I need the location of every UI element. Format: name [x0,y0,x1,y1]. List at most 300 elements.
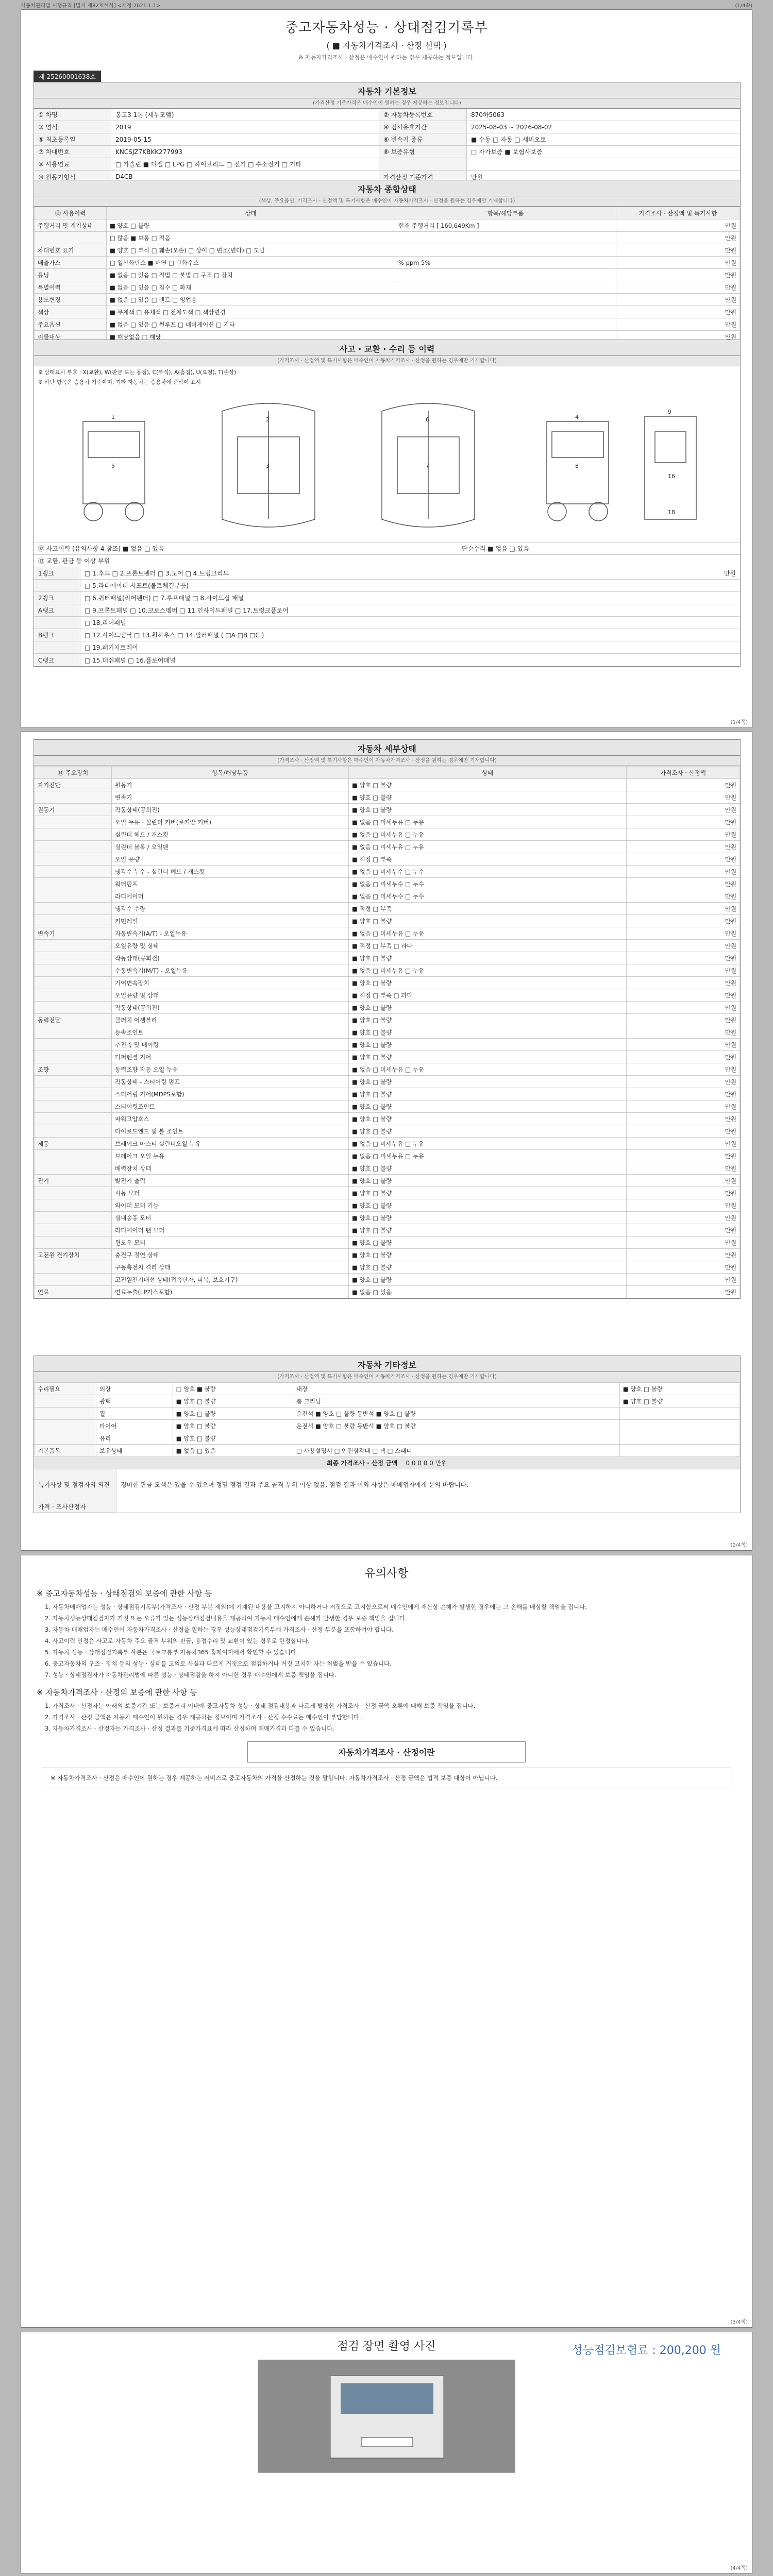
detail-status: ■ 적정 □ 부족 □ 과다 [349,940,627,952]
detail-group [35,1026,112,1039]
other-status-2 [619,1432,740,1445]
photos-title: 점검 장면 촬영 사진 [337,2340,436,2353]
document-subtitle: ( ■ 자동차가격조사 · 산정 선택 ) [326,41,447,50]
detail-price: 만원 [627,1076,740,1088]
overall-key [35,232,107,244]
page-3 [21,1555,752,2328]
detail-price: 만원 [627,1286,740,1298]
detail-group [35,890,112,903]
other-section [33,1355,741,1513]
detail-item: 클러치 어셈블리 [112,1014,349,1026]
svg-text:1: 1 [111,413,115,420]
remark-label: 특기사항 및 점검자의 의견 [34,1469,116,1500]
detail-item: 디퍼렌셜 기어 [112,1051,349,1063]
detail-item: 수동변속기(M/T) - 오일누유 [112,964,349,977]
detail-status: ■ 없음 □ 미세누유 □ 누유 [349,828,627,841]
detail-price: 만원 [627,1039,740,1051]
detail-status: ■ 없음 □ 미세누수 □ 누수 [349,866,627,878]
basic-info-rows [34,109,740,183]
basic-key-2: ⑥ 변속기 종류 [379,133,467,145]
detail-price: 만원 [627,1026,740,1039]
table-row [35,1162,740,1175]
table-row [35,1076,740,1088]
overall-column-header: 가격조사 · 산정액 및 특기사항 [616,207,740,219]
form-reference: 자동차관리법 시행규칙 [별지 제82호서식] <개정 2021.1.1> [21,3,161,9]
rank-key: 2랭크 [34,592,80,604]
basic-info-row [34,133,740,146]
table-row [35,890,740,903]
detail-group [35,1150,112,1162]
basic-key: ⑨ 사용연료 [34,158,111,170]
detail-price: 만원 [627,1162,740,1175]
detail-item: 워터펌프 [112,878,349,890]
accident-sub-row [34,555,740,567]
other-item-2: 내장 [293,1383,619,1395]
detail-price: 만원 [627,915,740,927]
detail-heading: 자동차 세부상태 [34,740,740,756]
overall-header-row [35,207,740,219]
basic-key-2: ④ 검사유효기간 [379,121,467,133]
table-row [35,804,740,816]
table-row [35,1212,740,1224]
header-strip [21,1,752,8]
table-row [35,1274,740,1286]
detail-price: 만원 [627,1150,740,1162]
svg-text:8: 8 [575,462,579,469]
price-definition-text: ※ 자동차가격조사 · 산정은 매수인이 원하는 경우 제공하는 서비스로 중고자동차의 가격을 산정하는 것을 말합니다. 자동차가격조사 · 산정 금액은 법적 보증 대상이 아닙니다. [42,1768,731,1788]
overall-price: 만원 [616,306,740,318]
notes-item: 2. 자동차성능상태점검자가 거짓 또는 오류가 있는 성능상태점검내용을 제공하여 자동차 매수인에게 손해가 발생한 경우 보증 책임을 집니다. [45,1615,407,1622]
detail-group [35,1051,112,1063]
table-row [35,1175,740,1187]
overall-key: 용도변경 [35,294,107,306]
overall-detail [395,232,616,244]
overall-key: 차대번호 표기 [35,244,107,257]
rank-value: □ 19.패키지트레이 [85,644,138,651]
detail-item: 라디에이터 [112,890,349,903]
detail-column-header: 가격조사 · 산정액 [627,767,740,779]
other-item: 휠 [96,1408,173,1420]
detail-status: ■ 양호 □ 불량 [349,1236,627,1249]
rank-key: A랭크 [34,604,80,616]
table-row [35,318,740,331]
detail-item: 추진축 및 베어링 [112,1039,349,1051]
overall-section [33,180,741,344]
basic-value: 2019-05-15 [115,135,152,143]
other-status: ■ 양호 □ 불량 [173,1432,293,1445]
detail-item: 오일 누유 - 실린더 커버(로커암 커버) [112,816,349,828]
page-1 [21,9,752,728]
rank-value: □ 1.후드 □ 2.프론트펜더 □ 3.도어 □ 4.트렁크리드 [85,570,229,577]
overall-detail [395,281,616,294]
detail-item: 발전기 출력 [112,1175,349,1187]
detail-status: ■ 없음 □ 미세누유 □ 누유 [349,927,627,940]
detail-status: ■ 양호 □ 불량 [349,1026,627,1039]
table-row [35,1383,740,1395]
table-row [35,1199,740,1212]
accident-heading: 사고 · 교환 · 수리 등 이력 [34,340,740,356]
notes-item: 1. 가격조사 · 산정자는 아래의 보증기간 또는 보증거리 이내에 중고자동차 성능 · 상태 점검내용과 다르게 발생한 가격조사 · 산정 금액 오류에 대해 보증 책임을 집니다. [45,1702,476,1709]
basic-key-2: 가격산정 기준가격 [379,171,467,183]
table-row [35,244,740,257]
detail-price: 만원 [627,940,740,952]
page-number: (2/4쪽) [730,1543,748,1548]
basic-info-note: (가격산정 기준가격은 매수인이 원하는 경우 제공하는 정보입니다) [34,98,740,109]
page-number: (1/4쪽) [730,720,748,725]
car-diagram [34,388,740,543]
rank-row [34,641,740,654]
detail-status: ■ 양호 □ 불량 [349,1249,627,1261]
overall-price: 만원 [616,331,740,343]
detail-item: 오일유량 및 상태 [112,989,349,1002]
basic-value-2: □ 자가보증 ■ 보험사보증 [471,148,543,156]
detail-item: 브레이크 마스터 실린더오일 누유 [112,1138,349,1150]
detail-status: ■ 양호 □ 불량 [349,1199,627,1212]
other-item: 유리 [96,1432,173,1445]
detail-status: ■ 없음 □ 미세누유 □ 누유 [349,1138,627,1150]
basic-value: 2019 [115,123,131,131]
detail-group [35,1212,112,1224]
detail-price: 만원 [627,1125,740,1138]
detail-status: ■ 양호 □ 불량 [349,1274,627,1286]
svg-text:7: 7 [426,462,429,469]
other-item: 보유상태 [96,1445,173,1457]
detail-price: 만원 [627,1175,740,1187]
table-row [35,1138,740,1150]
other-status-2: ■ 양호 □ 불량 [619,1383,740,1395]
basic-value: 봉고3 1톤 (세부모델) [115,111,174,118]
other-item: 광택 [96,1395,173,1408]
detail-item: 라디에이터 팬 모터 [112,1224,349,1236]
other-item-2: 운전석 ■ 양호 □ 불량 동반석 ■ 양호 □ 불량 [293,1420,619,1432]
table-row [35,841,740,853]
detail-group [35,1088,112,1100]
detail-group: 변속기 [35,927,112,940]
table-row [35,1261,740,1274]
detail-status: ■ 양호 □ 불량 [349,1051,627,1063]
detail-item: 윈도우 모터 [112,1236,349,1249]
overall-price: 만원 [616,257,740,269]
table-row [35,866,740,878]
table-row [35,269,740,281]
detail-status: ■ 없음 □ 미세누유 □ 누유 [349,816,627,828]
detail-price: 만원 [627,828,740,841]
basic-info-section [33,82,741,183]
detail-price: 만원 [627,1138,740,1150]
detail-group [35,828,112,841]
detail-group: 동력전달 [35,1014,112,1026]
detail-item: 냉각수 누수 - 실린더 헤드 / 개스킷 [112,866,349,878]
detail-status: ■ 없음 □ 있음 [349,1286,627,1298]
overall-key: 배출가스 [35,257,107,269]
table-row [35,989,740,1002]
overall-status: ■ 무채색 □ 유채색 □ 전체도색 □ 색상변경 [107,306,395,318]
detail-price: 만원 [627,866,740,878]
detail-price: 만원 [627,1051,740,1063]
detail-status: ■ 없음 □ 미세누유 □ 누유 [349,841,627,853]
other-table [34,1382,740,1457]
detail-status: ■ 양호 □ 불량 [349,1212,627,1224]
detail-price: 만원 [627,804,740,816]
rank-row [34,604,740,617]
table-row [35,853,740,866]
detail-item: 파워고압호스 [112,1113,349,1125]
table-row [35,1445,740,1457]
detail-item: 원동기 [112,779,349,791]
detail-item: 연료누출(LP가스포함) [112,1286,349,1298]
table-row [35,1395,740,1408]
detail-status: ■ 적정 □ 부족 [349,903,627,915]
overall-key: 튜닝 [35,269,107,281]
table-row [35,791,740,804]
detail-status: ■ 양호 □ 불량 [349,1224,627,1236]
overall-column-header: ⑪ 사용이력 [35,207,107,219]
overall-price: 만원 [616,294,740,306]
basic-key-2: ⑧ 보증유형 [379,146,467,158]
detail-status: ■ 양호 □ 불량 [349,1187,627,1199]
detail-price: 만원 [627,1224,740,1236]
basic-key: ⑦ 차대번호 [34,146,111,158]
table-row [35,828,740,841]
rank-price: 만원 [724,570,736,577]
overall-status: ■ 없음 □ 있음 □ 렌트 □ 영업용 [107,294,395,306]
detail-status: ■ 적정 □ 부족 [349,853,627,866]
detail-status: ■ 양호 □ 불량 [349,804,627,816]
basic-value-2: 만원 [471,173,483,181]
detail-price: 만원 [627,1249,740,1261]
table-row [35,1063,740,1076]
rank-key [34,617,80,629]
notes-item: 3. 자동차가격조사 · 산정자는 가격조사 · 산정 결과를 기준가격표에 따라 산정하며 매매가격과 다를 수 있습니다. [45,1725,334,1732]
detail-status: ■ 양호 □ 불량 [349,1113,627,1125]
table-row [35,903,740,915]
other-status-2 [619,1445,740,1457]
other-group [35,1408,96,1420]
detail-status: ■ 없음 □ 미세누유 □ 누유 [349,1063,627,1076]
detail-price: 만원 [627,890,740,903]
detail-item: 작동상태(공회전) [112,1002,349,1014]
detail-item: 냉각수 수량 [112,903,349,915]
detail-group [35,1224,112,1236]
table-row [35,1236,740,1249]
page-4 [21,2332,752,2574]
basic-value: KNCSJZ7KBKK277993 [115,148,182,156]
detail-group: 조향 [35,1063,112,1076]
detail-item: 작동상태(공회전) [112,952,349,964]
other-status-2 [619,1420,740,1432]
detail-group [35,977,112,989]
table-row [35,1408,740,1420]
accident-legend: ※ 상태표시 부호 : X(교환), W(판금 또는 용접), C(부식), A(흠집), U(요철), T(손상) [38,369,237,376]
overall-price: 만원 [616,232,740,244]
basic-key-2 [379,158,467,170]
detail-group [35,1199,112,1212]
detail-price: 만원 [627,841,740,853]
basic-value-2: 870하5063 [471,111,505,118]
rank-key [34,580,80,591]
detail-price: 만원 [627,1002,740,1014]
detail-item: 오일 유량 [112,853,349,866]
detail-group [35,816,112,828]
accident-legend-2: ※ 하단 항목은 승용차 기준이며, 기타 자동차는 승용차에 준하여 표시 [38,379,201,385]
detail-price: 만원 [627,1199,740,1212]
svg-text:2: 2 [266,416,270,423]
table-row [35,1051,740,1063]
table-row [35,306,740,318]
other-group [35,1432,96,1445]
detail-item: 시동 모터 [112,1187,349,1199]
other-status: □ 양호 ■ 불량 [173,1383,293,1395]
rank-key: C랭크 [34,654,80,666]
table-row [35,257,740,269]
detail-price: 만원 [627,903,740,915]
table-row [35,232,740,244]
rank-key: 1랭크 [34,567,80,579]
table-row [35,1088,740,1100]
overall-price: 만원 [616,219,740,232]
simple-repair: 단순수리 ■ 없음 □ 있음 [462,545,529,552]
detail-price: 만원 [627,1236,740,1249]
table-row [35,219,740,232]
detail-note: (가격조사 · 산정액 및 특기사항은 매수인이 자동차가격조사 · 산정을 원하는 경우에만 기재합니다) [34,756,740,766]
overall-key: 주행거리 및 계기상태 [35,219,107,232]
detail-group [35,964,112,977]
detail-status: ■ 없음 □ 미세누유 □ 누유 [349,1150,627,1162]
total-value: 0 0 0 0 0 만원 [406,1460,447,1467]
detail-item: 고전원전기배선 상태(접속단자, 피복, 보호기구) [112,1274,349,1286]
detail-group [35,1002,112,1014]
table-row [35,1125,740,1138]
overall-key: 특별이력 [35,281,107,294]
table-row [35,281,740,294]
estimate-row [34,1500,740,1513]
detail-price: 만원 [627,964,740,977]
rank-row [34,654,740,666]
basic-key: ① 차명 [34,109,111,121]
detail-group: 제동 [35,1138,112,1150]
detail-item: 오일유량 및 상태 [112,940,349,952]
table-row [35,816,740,828]
overall-status: ■ 없음 □ 있음 □ 썬루프 □ 네비게이션 □ 기타 [107,318,395,331]
rank-key: B랭크 [34,629,80,641]
detail-section [33,739,741,1299]
overall-status: ■ 해당없음 □ 해당 [107,331,395,343]
detail-status: ■ 양호 □ 불량 [349,1088,627,1100]
basic-key-2: ② 자동차등록번호 [379,109,467,121]
accident-section [33,340,741,667]
table-row [35,964,740,977]
detail-status: ■ 양호 □ 불량 [349,779,627,791]
detail-item: 구동축전지 격리 상태 [112,1261,349,1274]
overall-status: ■ 없음 □ 있음 □ 적법 □ 불법 □ 구조 □ 장치 [107,269,395,281]
total-heading: 최종 가격조사 · 산정 금액 [327,1460,398,1467]
rank-row [34,580,740,592]
overall-detail [395,244,616,257]
other-status: ■ 양호 □ 불량 [173,1420,293,1432]
detail-status: ■ 양호 □ 불량 [349,1100,627,1113]
notes-item: 2. 가격조사 · 산정 금액은 자동차 매수인이 원하는 경우 제공하는 정보이며 가격조사 · 산정 수수료는 매수인이 부담합니다. [45,1714,361,1721]
detail-item: 실린더 헤드 / 개스킷 [112,828,349,841]
notes-list-1 [21,1603,752,1680]
inspection-photo-front [258,2360,515,2473]
accident-sub-heading: ⑬ 교환, 판금 등 이상 부위 [38,557,110,565]
detail-status: ■ 양호 □ 불량 [349,1125,627,1138]
photo-area [21,2360,752,2473]
detail-price: 만원 [627,1100,740,1113]
svg-text:3: 3 [266,462,270,469]
table-row [35,779,740,791]
detail-item: 기어변속장치 [112,977,349,989]
overall-detail [395,318,616,331]
other-group: 수리필요 [35,1383,96,1395]
detail-price: 만원 [627,1274,740,1286]
table-row [35,927,740,940]
detail-header-row [35,767,740,779]
detail-status: ■ 양호 □ 불량 [349,1002,627,1014]
document-number: 제 25260001638호 [33,71,101,82]
page-indicator: (1/4쪽) [735,3,752,9]
detail-price: 만원 [627,779,740,791]
table-row [35,977,740,989]
notes-item: 7. 성능 · 상태점검자가 자동차관리법에 따른 성능 · 상태점검을 하지 아니한 경우 매수인에게 보증 책임을 집니다. [45,1671,337,1679]
notes-item: 6. 중고자동차의 구조 · 장치 등의 성능 · 상태를 고의로 사실과 다르게 거짓으로 점검하거나 거짓 고지한 자는 처벌을 받을 수 있습니다. [45,1660,392,1667]
detail-status: ■ 양호 □ 불량 [349,977,627,989]
detail-group [35,952,112,964]
detail-item: 작동상태(공회전) [112,804,349,816]
car-outline-diagram [52,391,722,540]
detail-status: ■ 양호 □ 불량 [349,1014,627,1026]
basic-info-row [34,146,740,158]
rank-row [34,617,740,629]
overall-column-header: 항목/해당부품 [395,207,616,219]
table-row [35,878,740,890]
rank-value: □ 18.리어패널 [85,619,126,626]
price-definition-box: 자동차가격조사 · 산정이란 [247,1741,526,1762]
table-row [35,1150,740,1162]
detail-group [35,791,112,804]
accident-note: (가격조사 · 산정액 및 특기사항은 매수인이 자동차가격조사 · 산정을 원하는 경우에만 기재합니다) [34,356,740,366]
notes-item: 5. 자동차 성능 · 상태점검기록부 사본은 국토교통부 자동차365 홈페이지에서 확인할 수 있습니다. [45,1649,298,1656]
other-status: ■ 양호 □ 불량 [173,1408,293,1420]
total-row [34,1457,740,1469]
detail-column-header: 항목/해당부품 [112,767,349,779]
other-status-2: ■ 양호 □ 불량 [619,1395,740,1408]
detail-group: 전기 [35,1175,112,1187]
detail-price: 만원 [627,1088,740,1100]
rank-value: □ 9.프론트패널 □ 10.크로스멤버 □ 11.인사이드패널 □ 17.트렁크플로어 [85,607,289,614]
remark-row [34,1469,740,1500]
other-heading: 자동차 기타정보 [34,1356,740,1372]
table-row [35,940,740,952]
detail-group [35,1261,112,1274]
overall-status: ■ 없음 □ 있음 □ 침수 □ 화재 [107,281,395,294]
table-row [35,1014,740,1026]
rank-value: □ 5.라디에이터 서포트(볼트체결부품) [85,582,189,589]
detail-price: 만원 [627,1113,740,1125]
overall-price: 만원 [616,244,740,257]
overall-status: □ 많음 ■ 보통 □ 적음 [107,232,395,244]
basic-key: ⑤ 최초등록일 [34,133,111,145]
detail-status: ■ 양호 □ 불량 [349,1039,627,1051]
basic-value: D4CB [115,173,133,180]
detail-group: 원동기 [35,804,112,816]
detail-group [35,841,112,853]
overall-detail: 현재 주행거리 [ 160,649Km ] [395,219,616,232]
detail-group [35,1125,112,1138]
detail-item: 배력장치 상태 [112,1162,349,1175]
detail-item: 커먼레일 [112,915,349,927]
other-group: 기본품목 [35,1445,96,1457]
